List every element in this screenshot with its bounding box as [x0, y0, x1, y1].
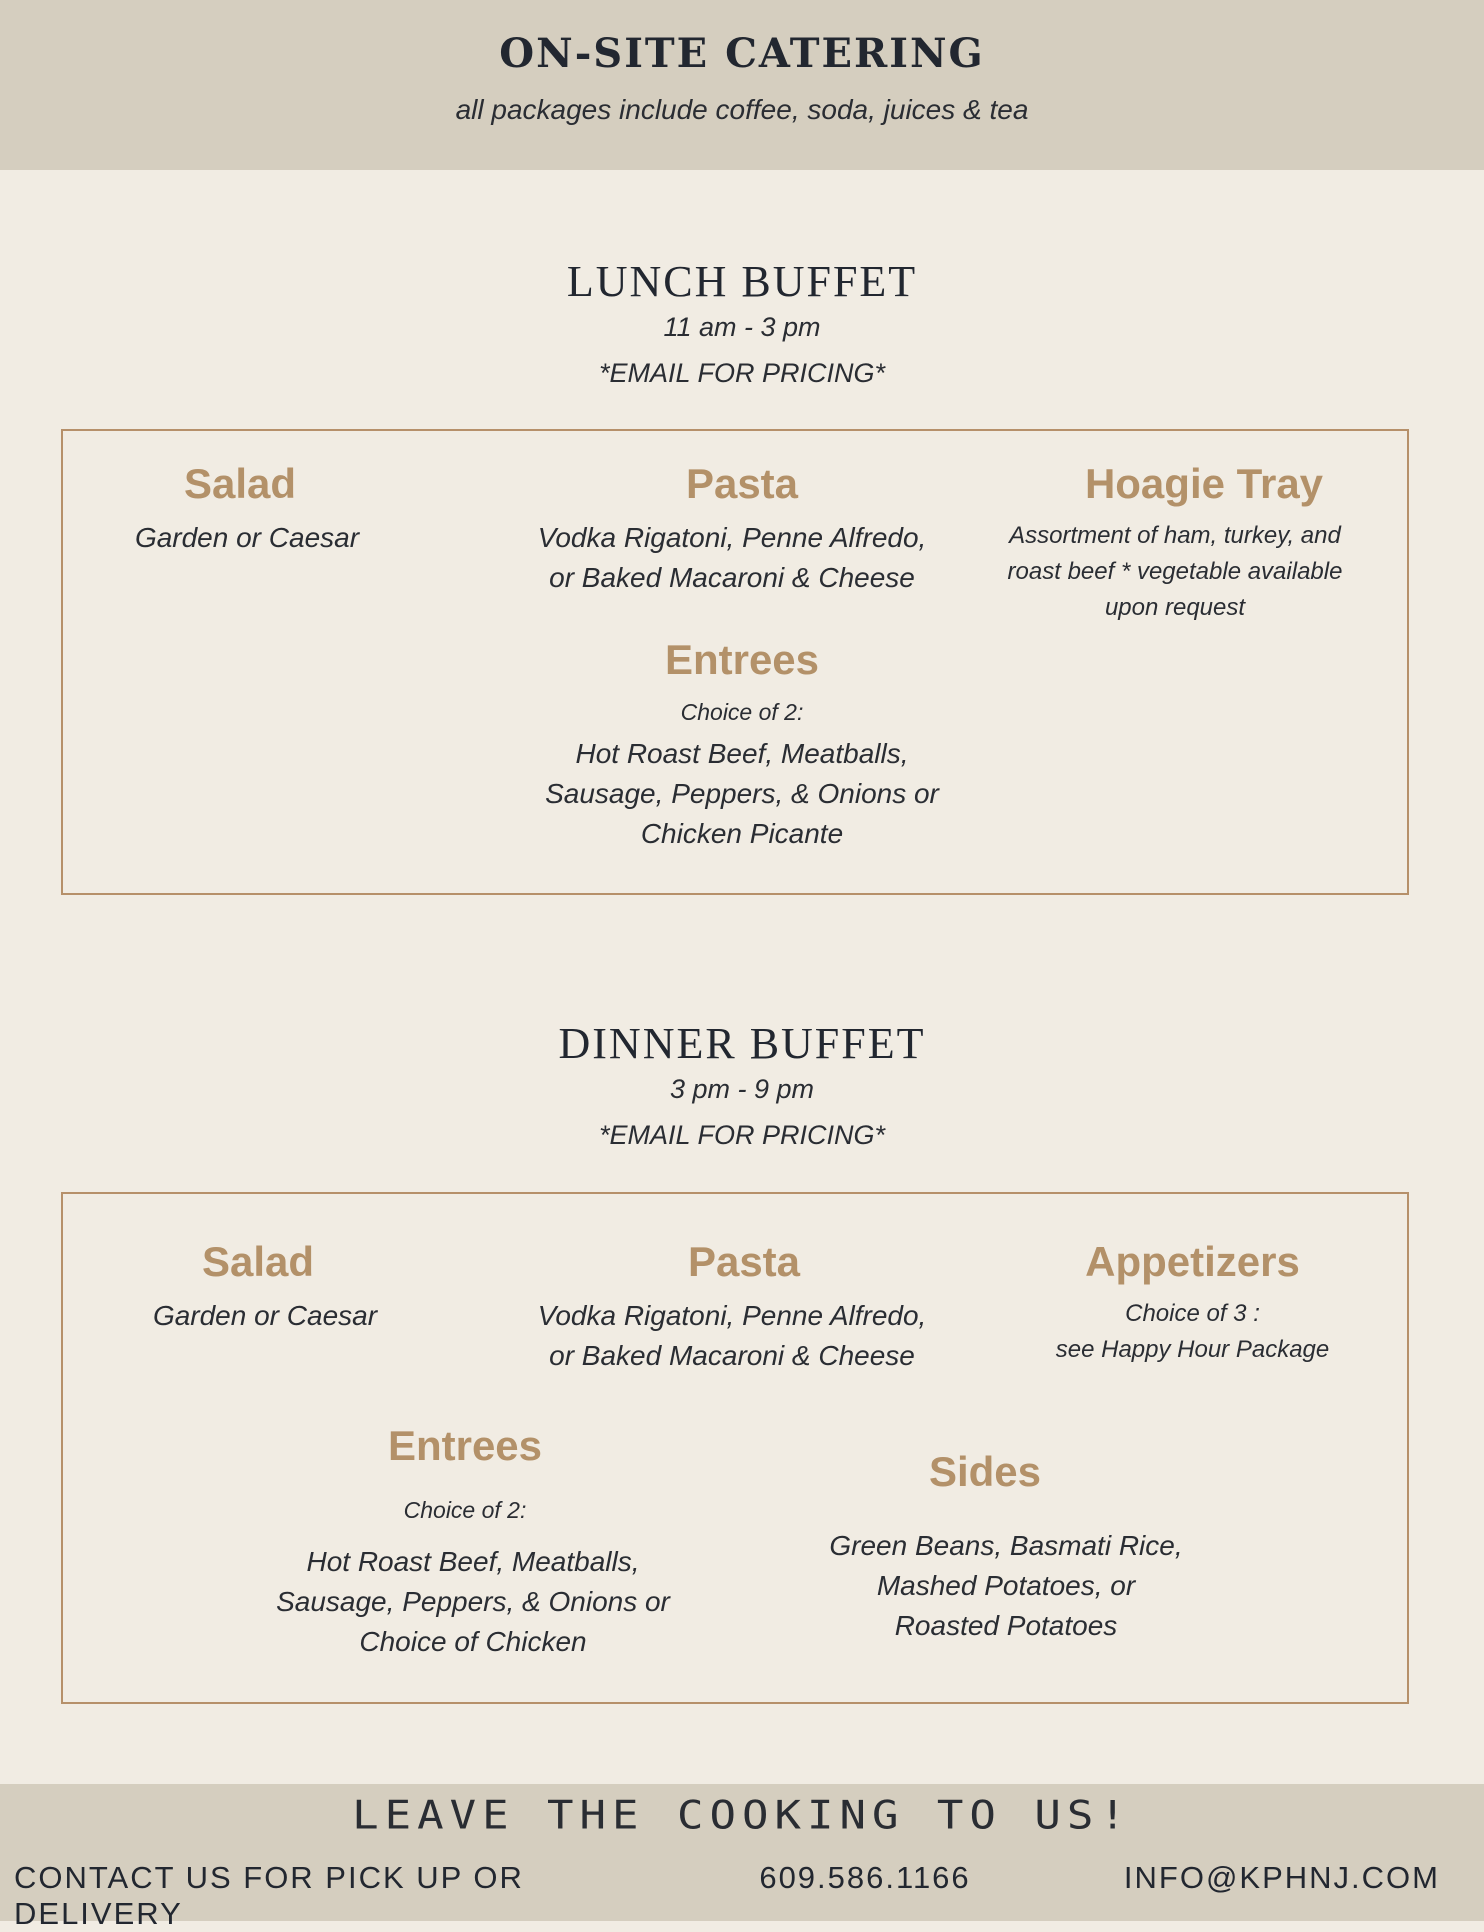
dinner-salad-heading: Salad — [201, 1238, 315, 1285]
dinner-sides-heading: Sides — [928, 1448, 1042, 1495]
dinner-pricing: *EMAIL FOR PRICING* — [598, 1120, 886, 1150]
dinner-entrees-heading: Entrees — [387, 1422, 543, 1469]
dinner-pasta-line1: Vodka Rigatoni, Penne Alfredo, — [537, 1300, 927, 1331]
page-title: ON-SITE CATERING — [499, 30, 985, 77]
contact-text: CONTACT US FOR PICK UP OR DELIVERY — [14, 1860, 524, 1931]
lunch-pasta-line1: Vodka Rigatoni, Penne Alfredo, — [537, 522, 927, 553]
dinner-entrees-line2: Sausage, Peppers, & Onions or — [276, 1586, 670, 1617]
dinner-pasta-line2: or Baked Macaroni & Cheese — [549, 1340, 915, 1371]
lunch-entrees-line1: Hot Roast Beef, Meatballs, — [575, 738, 909, 769]
lunch-salad-heading: Salad — [183, 460, 297, 507]
dinner-sides-line1: Green Beans, Basmati Rice, — [829, 1530, 1183, 1561]
lunch-entrees-line2: Sausage, Peppers, & Onions or — [545, 778, 939, 809]
phone-link[interactable]: 609.586.1166 — [759, 1860, 971, 1895]
dinner-appetizers-line1: Choice of 3 : — [1125, 1300, 1260, 1327]
dinner-sides-line2: Mashed Potatoes, or — [876, 1570, 1136, 1601]
lunch-pasta-heading: Pasta — [685, 460, 799, 507]
lunch-entrees-note: Choice of 2: — [680, 699, 804, 725]
lunch-title: LUNCH BUFFET — [566, 257, 918, 306]
dinner-entrees-line1: Hot Roast Beef, Meatballs, — [306, 1546, 640, 1577]
page-subtitle: all packages include coffee, soda, juices & tea — [455, 94, 1029, 125]
lunch-pasta-line2: or Baked Macaroni & Cheese — [549, 562, 915, 593]
lunch-hoagie-heading: Hoagie Tray — [1084, 460, 1324, 507]
dinner-salad-text: Garden or Caesar — [152, 1300, 378, 1331]
lunch-entrees-heading: Entrees — [664, 636, 820, 683]
dinner-appetizers-line2: see Happy Hour Package — [1055, 1336, 1330, 1363]
lunch-salad-text: Garden or Caesar — [134, 522, 360, 553]
dinner-entrees-line3: Choice of Chicken — [359, 1626, 587, 1657]
lunch-hoagie-line3: upon request — [1104, 594, 1246, 621]
lunch-hoagie-line1: Assortment of ham, turkey, and — [1009, 522, 1341, 549]
dinner-entrees-note: Choice of 2: — [403, 1497, 527, 1523]
lunch-hoagie-line2: roast beef * vegetable available — [1007, 558, 1343, 585]
header-band — [0, 0, 1484, 170]
lunch-hours: 11 am - 3 pm — [663, 312, 821, 342]
dinner-hours: 3 pm - 9 pm — [669, 1074, 815, 1104]
dinner-pasta-heading: Pasta — [687, 1238, 801, 1285]
lunch-entrees-line3: Chicken Picante — [640, 818, 844, 849]
lunch-pricing: *EMAIL FOR PRICING* — [598, 358, 886, 388]
dinner-title: DINNER BUFFET — [558, 1019, 926, 1068]
dinner-appetizers-heading: Appetizers — [1085, 1238, 1300, 1285]
dinner-sides-line3: Roasted Potatoes — [894, 1610, 1118, 1641]
footer-tagline: LEAVE THE COOKING TO US! — [352, 1792, 1132, 1839]
email-link[interactable]: INFO@KPHNJ.COM — [1123, 1860, 1440, 1895]
